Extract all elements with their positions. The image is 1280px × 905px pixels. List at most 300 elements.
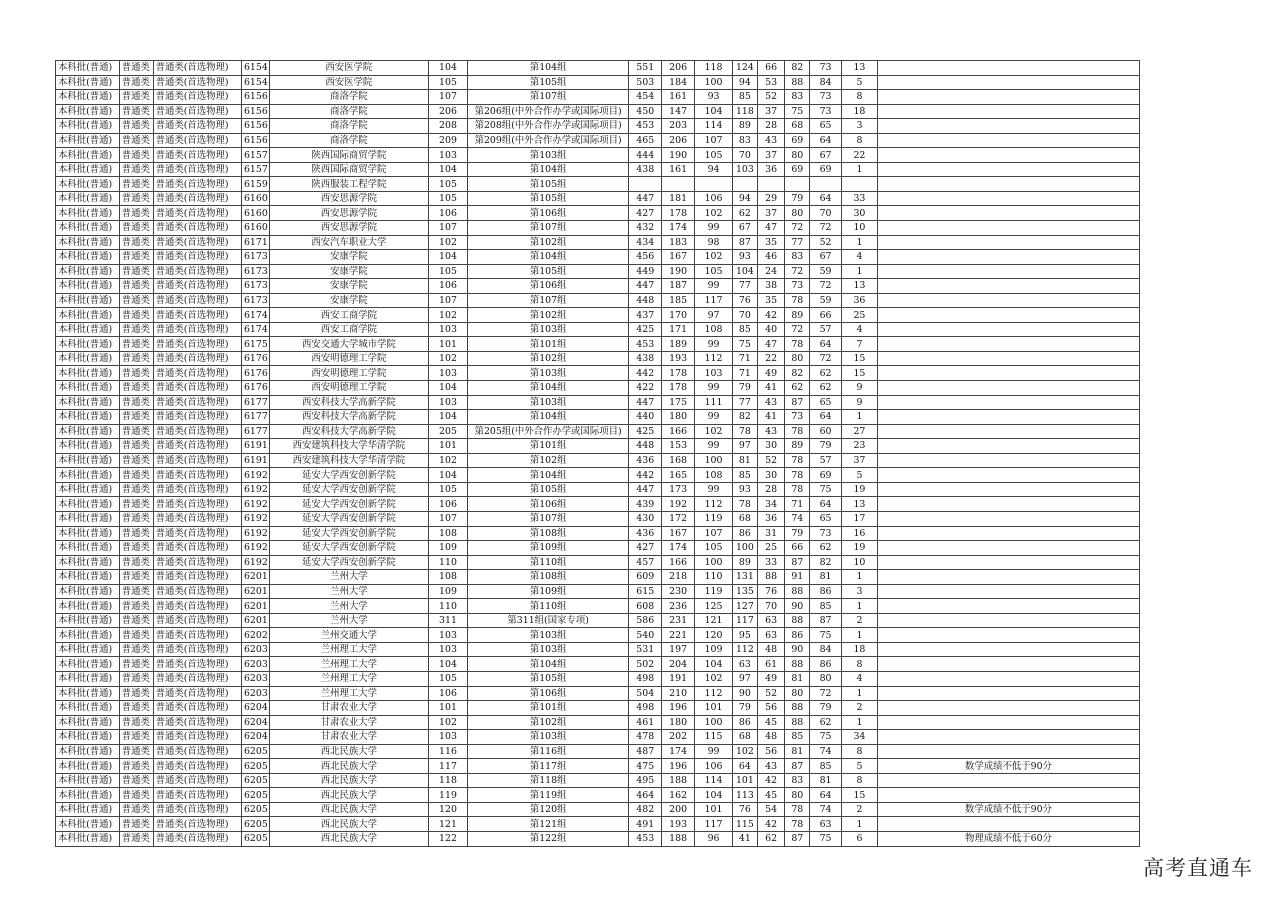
table-cell: 普通类(首选物理) [153,439,241,454]
table-cell: 48 [757,730,785,745]
table-cell [662,177,695,192]
table-cell: 52 [757,90,785,105]
table-cell: 78 [785,468,810,483]
table-cell: 200 [662,802,695,817]
table-cell: 普通类 [119,221,153,236]
table-cell: 196 [662,701,695,716]
table-cell: 49 [757,671,785,686]
table-cell: 普通类(首选物理) [153,162,241,177]
table-cell: 普通类(首选物理) [153,715,241,730]
table-cell: 普通类(首选物理) [153,759,241,774]
table-cell: 64 [810,337,842,352]
table-cell: 普通类 [119,730,153,745]
table-cell: 西北民族大学 [269,788,428,803]
table-cell: 8 [841,773,877,788]
table-cell: 6154 [241,61,269,76]
table-cell: 56 [757,701,785,716]
table-cell: 99 [695,744,733,759]
table-cell: 61 [757,657,785,672]
table-row [56,482,1140,497]
table-cell: 103 [428,628,467,643]
table-cell: 102 [695,250,733,265]
table-cell: 206 [428,104,467,119]
table-cell: 135 [733,584,758,599]
table-cell: 13 [841,497,877,512]
table-row [56,686,1140,701]
table-row [56,671,1140,686]
table-cell: 175 [662,395,695,410]
table-cell: 71 [733,366,758,381]
table-cell: 461 [629,715,662,730]
table-row [56,657,1140,672]
table-cell: 第106组 [467,497,628,512]
table-cell: 73 [810,104,842,119]
table-cell: 42 [757,773,785,788]
table-cell [877,686,1139,701]
table-cell: 94 [733,191,758,206]
table-cell: 78 [733,497,758,512]
table-cell: 107 [695,526,733,541]
table-row [56,424,1140,439]
table-cell: 90 [785,599,810,614]
table-cell: 76 [757,584,785,599]
table-cell: 6176 [241,351,269,366]
table-cell: 193 [662,351,695,366]
table-cell: 第102组 [467,351,628,366]
table-cell: 87 [810,613,842,628]
table-cell [877,555,1139,570]
table-cell: 166 [662,424,695,439]
table-cell: 普通类 [119,424,153,439]
table-cell: 115 [695,730,733,745]
table-cell [877,75,1139,90]
table-cell: 105 [428,75,467,90]
table-row [56,599,1140,614]
table-cell: 57 [810,322,842,337]
table-cell: 105 [428,671,467,686]
table-row [56,221,1140,236]
table-row [56,453,1140,468]
table-cell: 161 [662,162,695,177]
table-cell: 82 [810,555,842,570]
table-cell: 陕西国际商贸学院 [269,148,428,163]
table-cell: 普通类 [119,119,153,134]
table-cell: 普通类(首选物理) [153,90,241,105]
table-cell: 普通类 [119,104,153,119]
table-cell: 75 [810,730,842,745]
table-cell: 物理成绩不低于60分 [877,831,1139,846]
table-cell: 43 [757,133,785,148]
table-cell: 102 [733,744,758,759]
table-cell: 104 [695,788,733,803]
table-cell: 113 [733,788,758,803]
table-cell: 71 [733,351,758,366]
table-cell: 6176 [241,381,269,396]
table-cell [841,177,877,192]
table-cell: 本科批(普通) [56,831,120,846]
table-cell: 普通类 [119,235,153,250]
table-cell: 105 [695,148,733,163]
table-cell: 478 [629,730,662,745]
table-cell: 104 [428,162,467,177]
table-cell: 87 [785,759,810,774]
table-cell: 191 [662,671,695,686]
table-cell: 102 [695,424,733,439]
table-cell: 41 [757,410,785,425]
table-cell: 普通类(首选物理) [153,671,241,686]
table-cell: 436 [629,526,662,541]
table-cell: 48 [757,642,785,657]
table-cell: 449 [629,264,662,279]
table-cell: 89 [733,555,758,570]
table-cell: 75 [785,104,810,119]
table-cell: 普通类(首选物理) [153,235,241,250]
table-cell: 197 [662,642,695,657]
table-cell: 本科批(普通) [56,657,120,672]
table-cell: 第121组 [467,817,628,832]
table-cell: 普通类 [119,526,153,541]
table-row [56,279,1140,294]
table-cell: 482 [629,802,662,817]
table-row [56,337,1140,352]
table-cell: 普通类 [119,773,153,788]
table-cell: 586 [629,613,662,628]
table-cell: 65 [810,119,842,134]
table-cell: 97 [733,671,758,686]
table-cell: 100 [695,75,733,90]
table-cell: 72 [810,686,842,701]
table-cell: 西安科技大学高新学院 [269,424,428,439]
table-cell: 第106组 [467,206,628,221]
table-cell: 120 [428,802,467,817]
table-cell: 81 [810,773,842,788]
table-cell: 普通类(首选物理) [153,599,241,614]
table-row [56,642,1140,657]
table-cell: 106 [428,686,467,701]
table-cell: 203 [662,119,695,134]
table-cell: 204 [662,657,695,672]
table-cell: 65 [810,395,842,410]
table-cell [877,366,1139,381]
table-cell: 531 [629,642,662,657]
table-cell: 普通类 [119,511,153,526]
table-cell [877,322,1139,337]
table-cell: 440 [629,410,662,425]
table-cell: 第209组(中外合作办学或国际项目) [467,133,628,148]
table-cell: 63 [757,613,785,628]
table-row [56,119,1140,134]
table-cell: 122 [428,831,467,846]
table-cell: 第109组 [467,584,628,599]
table-cell: 6201 [241,599,269,614]
table-cell: 16 [841,526,877,541]
table-cell: 112 [695,351,733,366]
table-cell: 兰州交通大学 [269,628,428,643]
table-cell: 162 [662,788,695,803]
table-cell: 第102组 [467,715,628,730]
table-cell: 6205 [241,788,269,803]
table-cell: 兰州大学 [269,599,428,614]
table-cell: 普通类(首选物理) [153,264,241,279]
table-cell: 427 [629,206,662,221]
table-cell [877,482,1139,497]
table-cell: 178 [662,366,695,381]
table-cell: 33 [757,555,785,570]
table-cell: 普通类(首选物理) [153,293,241,308]
table-cell: 121 [695,613,733,628]
table-cell: 延安大学西安创新学院 [269,511,428,526]
table-cell: 6176 [241,366,269,381]
table-cell: 193 [662,817,695,832]
table-cell: 24 [757,264,785,279]
table-cell: 103 [428,395,467,410]
table-cell: 66 [810,308,842,323]
table-cell: 442 [629,366,662,381]
table-cell: 普通类(首选物理) [153,831,241,846]
table-cell: 29 [757,191,785,206]
table-cell: 311 [428,613,467,628]
table-cell: 第103组 [467,628,628,643]
table-cell: 商洛学院 [269,133,428,148]
table-cell: 1 [841,410,877,425]
table-cell: 6177 [241,424,269,439]
table-cell: 104 [428,657,467,672]
table-cell: 普通类 [119,162,153,177]
table-cell: 西安交通大学城市学院 [269,337,428,352]
table-cell: 47 [757,337,785,352]
table-cell: 99 [695,482,733,497]
table-cell: 西安科技大学高新学院 [269,395,428,410]
table-cell: 453 [629,119,662,134]
table-cell: 110 [428,599,467,614]
table-cell: 6205 [241,773,269,788]
table-cell: 陕西服装工程学院 [269,177,428,192]
table-cell: 6173 [241,279,269,294]
table-cell: 普通类(首选物理) [153,104,241,119]
table-cell: 114 [695,119,733,134]
table-row [56,61,1140,76]
table-cell: 普通类(首选物理) [153,395,241,410]
table-cell: 70 [733,148,758,163]
table-cell: 487 [629,744,662,759]
table-cell: 63 [810,817,842,832]
table-cell: 83 [785,773,810,788]
table-cell: 75 [810,831,842,846]
table-cell: 本科批(普通) [56,119,120,134]
table-cell: 46 [757,250,785,265]
table-cell: 普通类(首选物理) [153,628,241,643]
table-cell: 57 [810,453,842,468]
table-cell [877,177,1139,192]
table-cell: 第109组 [467,541,628,556]
table-cell: 125 [695,599,733,614]
table-cell: 70 [733,308,758,323]
table-cell: 本科批(普通) [56,584,120,599]
table-cell: 延安大学西安创新学院 [269,526,428,541]
table-cell: 502 [629,657,662,672]
table-cell: 18 [841,642,877,657]
table-cell: 本科批(普通) [56,671,120,686]
table-cell: 102 [428,235,467,250]
table-cell: 第105组 [467,75,628,90]
table-cell: 普通类 [119,817,153,832]
table-cell: 西安建筑科技大学华清学院 [269,439,428,454]
table-cell: 102 [428,308,467,323]
table-cell: 本科批(普通) [56,148,120,163]
table-row [56,468,1140,483]
table-cell: 188 [662,831,695,846]
table-cell: 62 [785,381,810,396]
table-cell: 5 [841,75,877,90]
table-cell: 普通类 [119,686,153,701]
table-cell [877,730,1139,745]
table-cell: 31 [757,526,785,541]
table-cell: 普通类(首选物理) [153,482,241,497]
table-cell: 普通类 [119,439,153,454]
table-cell [877,453,1139,468]
table-cell: 170 [662,308,695,323]
table-cell: 36 [757,162,785,177]
table-cell: 63 [757,628,785,643]
table-cell: 甘肃农业大学 [269,701,428,716]
table-row [56,90,1140,105]
table-cell: 71 [785,497,810,512]
table-cell: 116 [428,744,467,759]
table-cell: 第103组 [467,395,628,410]
table-cell: 1 [841,162,877,177]
table-cell: 206 [662,133,695,148]
table-cell: 180 [662,715,695,730]
table-row [56,177,1140,192]
table-cell: 第101组 [467,337,628,352]
table-cell [877,817,1139,832]
table-cell: 202 [662,730,695,745]
table-cell: 13 [841,61,877,76]
table-cell: 81 [785,671,810,686]
table-cell: 本科批(普通) [56,468,120,483]
table-cell: 数学成绩不低于90分 [877,759,1139,774]
table-cell: 兰州理工大学 [269,657,428,672]
table-cell: 普通类(首选物理) [153,61,241,76]
table-cell: 兰州理工大学 [269,686,428,701]
table-cell: 119 [695,511,733,526]
table-cell: 37 [757,148,785,163]
table-cell: 第108组 [467,570,628,585]
table-cell: 1 [841,570,877,585]
table-cell: 78 [785,293,810,308]
table-cell [877,351,1139,366]
table-row [56,148,1140,163]
table-cell: 103 [733,162,758,177]
table-cell: 78 [785,337,810,352]
table-cell [877,773,1139,788]
table-cell: 8 [841,744,877,759]
table-cell: 103 [428,642,467,657]
table-cell: 430 [629,511,662,526]
table-cell: 普通类 [119,191,153,206]
table-cell: 89 [785,308,810,323]
table-cell: 153 [662,439,695,454]
table-cell: 94 [695,162,733,177]
table-cell: 82 [733,410,758,425]
table-cell: 4 [841,322,877,337]
table-cell: 66 [785,541,810,556]
table-cell: 99 [695,221,733,236]
table-cell: 1 [841,628,877,643]
table-cell: 普通类(首选物理) [153,410,241,425]
table-cell: 本科批(普通) [56,642,120,657]
table-cell: 87 [785,395,810,410]
table-cell: 104 [695,104,733,119]
table-cell: 甘肃农业大学 [269,715,428,730]
table-cell: 第103组 [467,642,628,657]
table-cell: 本科批(普通) [56,628,120,643]
table-cell [877,221,1139,236]
table-cell: 52 [757,686,785,701]
table-cell: 6203 [241,657,269,672]
table-cell: 105 [428,482,467,497]
table-cell: 西安工商学院 [269,322,428,337]
table-cell: 73 [810,61,842,76]
table-cell: 178 [662,206,695,221]
table-cell: 本科批(普通) [56,177,120,192]
table-cell: 53 [757,75,785,90]
table-cell: 6203 [241,671,269,686]
table-cell: 第105组 [467,264,628,279]
table-cell: 108 [695,468,733,483]
table-cell: 104 [428,468,467,483]
table-row [56,817,1140,832]
table-cell: 25 [841,308,877,323]
table-cell: 127 [733,599,758,614]
table-cell: 6191 [241,453,269,468]
table-cell: 93 [733,482,758,497]
table-cell: 本科批(普通) [56,104,120,119]
table-cell: 本科批(普通) [56,410,120,425]
table-cell: 104 [428,61,467,76]
table-cell: 114 [695,773,733,788]
table-cell: 436 [629,453,662,468]
table-cell: 73 [785,279,810,294]
table-cell [877,526,1139,541]
table-cell: 87 [785,831,810,846]
table-cell: 6192 [241,482,269,497]
table-cell: 25 [757,541,785,556]
table-cell: 普通类(首选物理) [153,744,241,759]
table-cell: 37 [841,453,877,468]
table-cell: 普通类 [119,351,153,366]
table-cell: 103 [428,322,467,337]
table-cell: 第311组(国家专项) [467,613,628,628]
table-cell: 118 [695,61,733,76]
table-cell: 103 [428,148,467,163]
table-cell [877,308,1139,323]
table-cell: 80 [785,206,810,221]
table-cell: 72 [785,264,810,279]
table-cell: 75 [733,337,758,352]
table-cell: 85 [733,322,758,337]
table-cell: 普通类 [119,759,153,774]
table-cell: 95 [733,628,758,643]
table-cell: 6203 [241,642,269,657]
table-cell: 本科批(普通) [56,817,120,832]
table-cell: 85 [810,759,842,774]
table-cell: 59 [810,264,842,279]
table-cell: 本科批(普通) [56,191,120,206]
table-cell [877,657,1139,672]
table-cell: 安康学院 [269,279,428,294]
table-cell: 117 [695,817,733,832]
